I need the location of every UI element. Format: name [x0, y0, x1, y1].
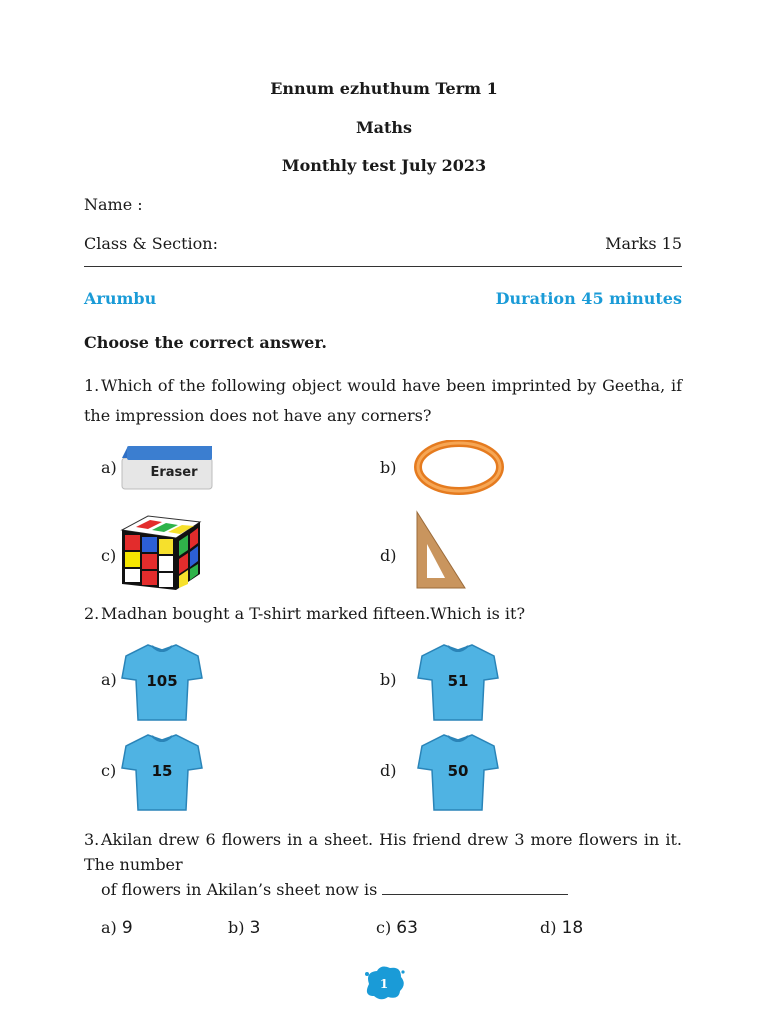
question-text-line1: Akilan drew 6 flowers in a sheet. His friend drew 3 more flowers in it. The number [84, 830, 682, 874]
option-b [228, 918, 260, 938]
option-label: b) [380, 670, 397, 689]
duration-label: Duration 45 minutes [495, 289, 682, 308]
class-section-label: Class & Section: [84, 234, 218, 253]
option-label: d) [380, 761, 397, 780]
page-number: 1 [379, 977, 389, 991]
question-1 [84, 371, 682, 431]
option-label: a) [101, 918, 117, 937]
header-divider [84, 266, 682, 267]
eraser-image-text: Eraser [150, 465, 198, 480]
option-label: c) [101, 761, 117, 780]
set-square-icon [413, 510, 469, 592]
option-label: b) [380, 458, 397, 477]
option-label: a) [101, 670, 117, 689]
option-label: d) [380, 546, 397, 565]
option-label: c) [101, 546, 117, 565]
option-label: c) [376, 918, 392, 937]
tshirt-number: 50 [447, 762, 469, 780]
question-number: 1. [84, 376, 100, 395]
marks-label: Marks 15 [605, 234, 682, 253]
question-number: 3. [84, 830, 100, 849]
option-d [540, 918, 583, 938]
question-text: Madhan bought a T-shirt marked fifteen.Which is it? [101, 604, 526, 623]
option-label: d) [540, 918, 557, 937]
question-3 [84, 827, 682, 902]
question-2 [84, 599, 682, 629]
tshirt-icon [120, 732, 204, 812]
tshirt-icon [416, 732, 500, 812]
option-label: b) [228, 918, 245, 937]
tshirt-number: 15 [151, 762, 173, 780]
instruction: Choose the correct answer. [84, 333, 327, 352]
eraser-icon [119, 444, 215, 492]
page-number-badge [361, 964, 407, 1002]
tshirt-number: 105 [146, 672, 178, 690]
name-label: Name : [84, 195, 143, 214]
option-value: 9 [121, 918, 133, 938]
tshirt-number: 51 [447, 672, 469, 690]
tshirt-icon [416, 642, 500, 722]
exam-title: Ennum ezhuthum Term 1 [270, 79, 498, 98]
rubiks-cube-icon [118, 512, 204, 592]
option-c [376, 918, 418, 938]
option-a [101, 918, 133, 938]
answer-blank [382, 882, 568, 895]
option-label: a) [101, 458, 117, 477]
question-text-line2: of flowers in Akilan’s sheet now is [101, 880, 378, 899]
level-label: Arumbu [84, 289, 157, 308]
question-number: 2. [84, 604, 100, 623]
subject-title: Maths [355, 118, 413, 137]
test-title: Monthly test July 2023 [281, 156, 487, 175]
tshirt-icon [120, 642, 204, 722]
option-value: 63 [396, 918, 418, 938]
question-text: Which of the following object would have been imprinted by Geetha, if the impression does not have any corners? [84, 376, 682, 425]
bangle-icon [414, 440, 504, 496]
option-value: 18 [561, 918, 584, 938]
option-value: 3 [249, 918, 261, 938]
